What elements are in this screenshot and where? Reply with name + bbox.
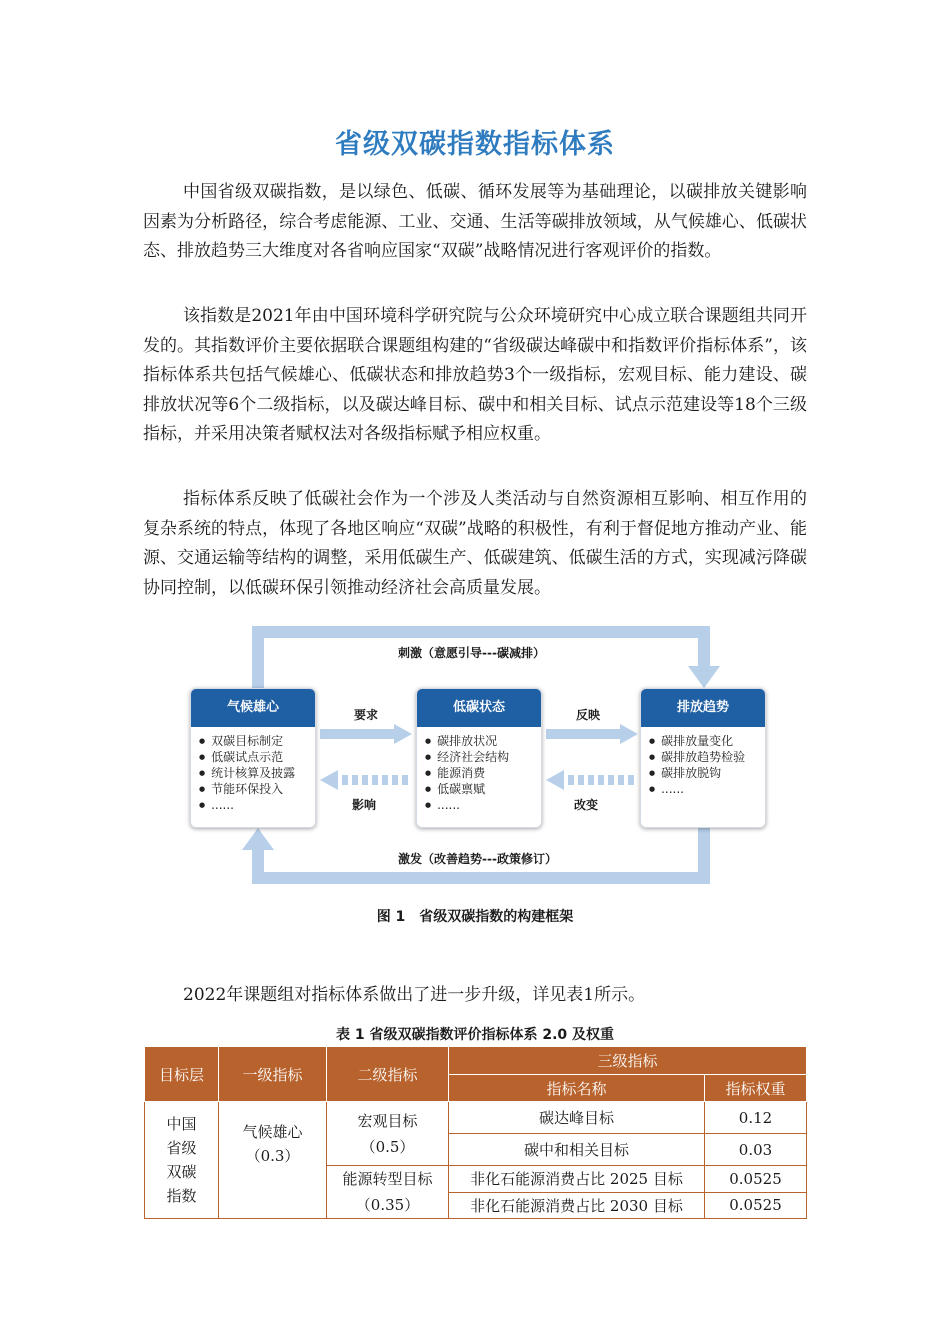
level1-name: 气候雄心 xyxy=(242,1123,303,1141)
header-level3: 三级指标 xyxy=(449,1047,807,1075)
list-item: ● 碳排放脱钩 xyxy=(649,765,765,781)
top-loop-bar xyxy=(252,626,710,638)
top-loop-arrowhead-icon xyxy=(688,666,720,688)
list-item: ● 统计核算及披露 xyxy=(199,765,315,781)
header-indicator-name: 指标名称 xyxy=(449,1075,705,1102)
box-low-carbon-state xyxy=(416,688,542,828)
header-indicator-weight: 指标权重 xyxy=(705,1075,807,1102)
list-item: ● ...... xyxy=(649,781,765,797)
list-item: ● ...... xyxy=(199,797,315,813)
paragraph-upgrade: 2022年课题组对指标体系做出了进一步升级，详见表1所示。 xyxy=(183,985,646,1005)
page-title: 省级双碳指数指标体系 xyxy=(335,129,615,160)
list-item: ● 低碳试点示范 xyxy=(199,749,315,765)
level1-weight: （0.3） xyxy=(245,1147,300,1165)
level1-cell xyxy=(219,1102,327,1219)
level2-name: 宏观目标 xyxy=(357,1111,418,1130)
figure-caption: 图 1 省级双碳指数的构建框架 xyxy=(376,909,574,925)
arrow-change-label: 改变 xyxy=(574,798,599,812)
table-title: 表 1 省级双碳指数评价指标体系 2.0 及权重 xyxy=(335,1027,615,1043)
bottom-loop-right xyxy=(698,826,710,884)
list-item: ● 经济社会结构 xyxy=(425,749,541,765)
target-cell xyxy=(145,1102,219,1219)
table-row-name: 碳达峰目标 xyxy=(449,1102,705,1134)
arrow-require-icon xyxy=(320,724,412,744)
header-target: 目标层 xyxy=(145,1047,219,1102)
level2-cell xyxy=(327,1166,449,1219)
arrow-influence-label: 影响 xyxy=(352,798,377,812)
target-line: 中国 xyxy=(166,1115,197,1133)
paragraph-intro: 中国省级双碳指数，是以绿色、低碳、循环发展等为基础理论，以碳排放关键影响因素为分析路径，综合考虑能源、工业、交通、生活等碳排放领域，从气候雄心、低碳状态、排放趋势三大维度对各省响应国家“双碳”战略情况进行客观评价的指数。 xyxy=(143,182,807,261)
table-row-weight: 0.03 xyxy=(705,1134,807,1166)
box-climate-ambition xyxy=(190,688,316,828)
list-item: ● ...... xyxy=(425,797,541,813)
level2-cell xyxy=(327,1102,449,1166)
table-row-name: 非化石能源消费占比 2030 目标 xyxy=(449,1192,705,1219)
list-item: ● 碳排放趋势检验 xyxy=(649,749,765,765)
index-table xyxy=(144,1046,807,1219)
level2-name: 能源转型目标 xyxy=(342,1170,433,1188)
target-line: 指数 xyxy=(166,1187,197,1205)
level2-weight: （0.35） xyxy=(355,1196,420,1214)
paragraph-origin: 该指数是2021年由中国环境科学研究院与公众环境研究中心成立联合课题组共同开发的。其指数评价主要依据联合课题组构建的“省级碳达峰碳中和指数评价指标体系”，该指标体系共包括气候雄心、低碳状态和排放趋势3个一级指标，宏观目标、能力建设、碳排放状况等6个二级指标，以及碳达峰目标、碳中和相关目标、试点示范建设等18个三级指标，并采用决策者赋权法对各级指标赋予相应权重。 xyxy=(143,306,807,444)
bottom-loop-arrowhead-icon xyxy=(242,828,274,850)
arrow-feedback-icon xyxy=(546,724,638,744)
header-level2: 二级指标 xyxy=(327,1047,449,1102)
arrow-influence-icon xyxy=(320,770,412,790)
arrow-feedback-label: 反映 xyxy=(576,708,601,722)
target-line: 省级 xyxy=(166,1139,197,1157)
bottom-loop-label: 激发（改善趋势---政策修订） xyxy=(398,852,557,866)
list-item: ● 碳排放量变化 xyxy=(649,733,765,749)
arrow-require-label: 要求 xyxy=(354,708,379,722)
box-emission-trend xyxy=(640,688,766,828)
bottom-loop-bar xyxy=(252,872,710,884)
table-row-weight: 0.0525 xyxy=(705,1192,807,1219)
table-row-weight: 0.12 xyxy=(705,1102,807,1134)
top-loop-label: 刺激（意愿引导---碳减排） xyxy=(398,646,545,660)
list-item: ● 双碳目标制定 xyxy=(199,733,315,749)
list-item: ● 低碳禀赋 xyxy=(425,781,541,797)
box-title: 低碳状态 xyxy=(417,689,541,727)
list-item: ● 碳排放状况 xyxy=(425,733,541,749)
header-level1: 一级指标 xyxy=(219,1047,327,1102)
table-row-name: 碳中和相关目标 xyxy=(449,1134,705,1166)
list-item: ● 能源消费 xyxy=(425,765,541,781)
table-row-name: 非化石能源消费占比 2025 目标 xyxy=(449,1166,705,1193)
arrow-change-icon xyxy=(546,770,638,790)
box-title: 排放趋势 xyxy=(641,689,765,727)
framework-diagram xyxy=(180,620,770,890)
table-row-weight: 0.0525 xyxy=(705,1166,807,1193)
top-loop-right xyxy=(698,626,710,670)
level2-weight: （0.5） xyxy=(360,1137,415,1156)
target-line: 双碳 xyxy=(166,1163,197,1181)
list-item: ● 节能环保投入 xyxy=(199,781,315,797)
paragraph-significance: 指标体系反映了低碳社会作为一个涉及人类活动与自然资源相互影响、相互作用的复杂系统的特点，体现了各地区响应“双碳”战略的积极性，有利于督促地方推动产业、能源、交通运输等结构的调整，采用低碳生产、低碳建筑、低碳生活的方式，实现减污降碳协同控制，以低碳环保引领推动经济社会高质量发展。 xyxy=(143,489,807,598)
box-title: 气候雄心 xyxy=(191,689,315,727)
